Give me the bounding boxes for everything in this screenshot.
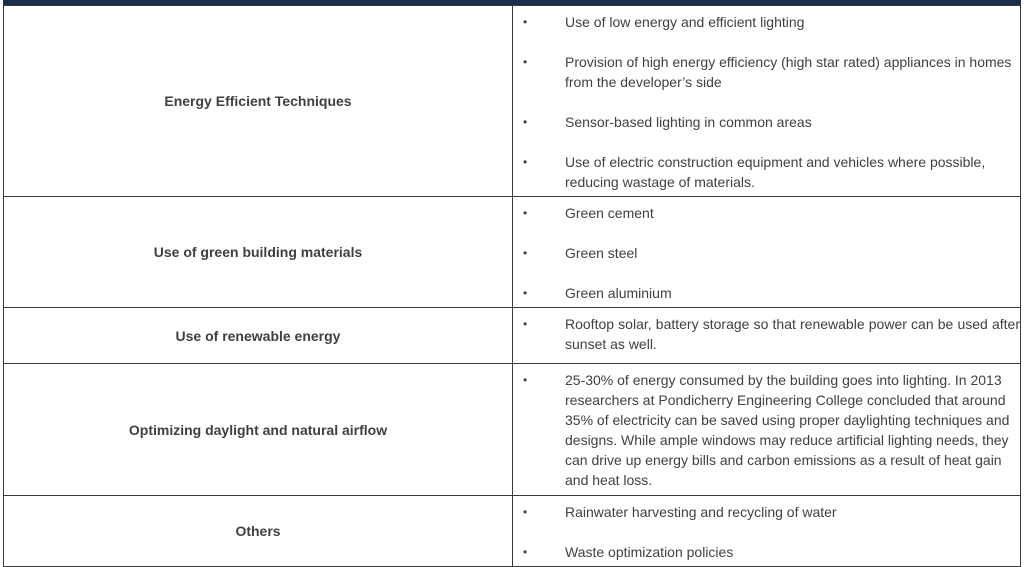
bullet-icon: • <box>523 55 528 69</box>
list-item <box>513 203 1020 223</box>
row-label-daylight: Optimizing daylight and natural airflow <box>4 364 513 496</box>
bullet-icon: • <box>523 286 528 300</box>
list-item-text: Waste optimization policies <box>565 544 734 560</box>
list-item-text: Use of electric construction equipment and vehicles where possible, reducing wastage of materials. <box>565 154 986 190</box>
bullet-icon: • <box>523 373 528 387</box>
table-row <box>4 308 1021 364</box>
list-item <box>513 314 1020 354</box>
bullet-icon: • <box>523 15 528 29</box>
row-label-energy-efficient: Energy Efficient Techniques <box>4 6 513 197</box>
list-item <box>513 12 1020 32</box>
list-item <box>513 370 1020 490</box>
list-item-text: 25-30% of energy consumed by the building goes into lighting. In 2013 researchers at Pondicherry Engineering College concluded that around 35% of electricity can be saved using proper daylighting techniques and designs. While ample windows may reduce artificial lighting needs, they can drive up energy bills and carbon emissions as a result of heat gain and heat loss. <box>565 372 1010 488</box>
bullet-icon: • <box>523 505 528 519</box>
list-item-text: Rooftop solar, battery storage so that renewable power can be used after sunset as well. <box>565 316 1020 352</box>
row-label-renewable: Use of renewable energy <box>4 308 513 364</box>
list-item-text: Use of low energy and efficient lighting <box>565 14 805 30</box>
list-item-text: Rainwater harvesting and recycling of water <box>565 504 837 520</box>
row-items-renewable <box>513 308 1021 364</box>
list-item <box>513 502 1020 522</box>
bullet-icon: • <box>523 317 528 331</box>
row-items-daylight <box>513 364 1021 496</box>
row-items-others <box>513 496 1021 567</box>
table-row <box>4 364 1021 496</box>
row-label-green-materials: Use of green building materials <box>4 197 513 308</box>
list-item-text: Green cement <box>565 205 654 221</box>
list-item <box>513 283 1020 303</box>
list-item <box>513 152 1020 192</box>
bullet-icon: • <box>523 206 528 220</box>
list-item <box>513 52 1020 92</box>
bullet-icon: • <box>523 115 528 129</box>
bullet-icon: • <box>523 246 528 260</box>
list-item-text: Sensor-based lighting in common areas <box>565 114 812 130</box>
list-item-text: Green aluminium <box>565 285 672 301</box>
green-building-table <box>3 5 1021 567</box>
list-item-text: Provision of high energy efficiency (high star rated) appliances in homes from the developer’s side <box>565 54 1012 90</box>
table-row <box>4 6 1021 197</box>
list-item <box>513 243 1020 263</box>
bullet-icon: • <box>523 545 528 559</box>
table-row <box>4 197 1021 308</box>
row-items-green-materials <box>513 197 1021 308</box>
list-item <box>513 542 1020 562</box>
list-item <box>513 112 1020 132</box>
table-row <box>4 496 1021 567</box>
row-label-others: Others <box>4 496 513 567</box>
bullet-icon: • <box>523 155 528 169</box>
list-item-text: Green steel <box>565 245 638 261</box>
row-items-energy-efficient <box>513 6 1021 197</box>
